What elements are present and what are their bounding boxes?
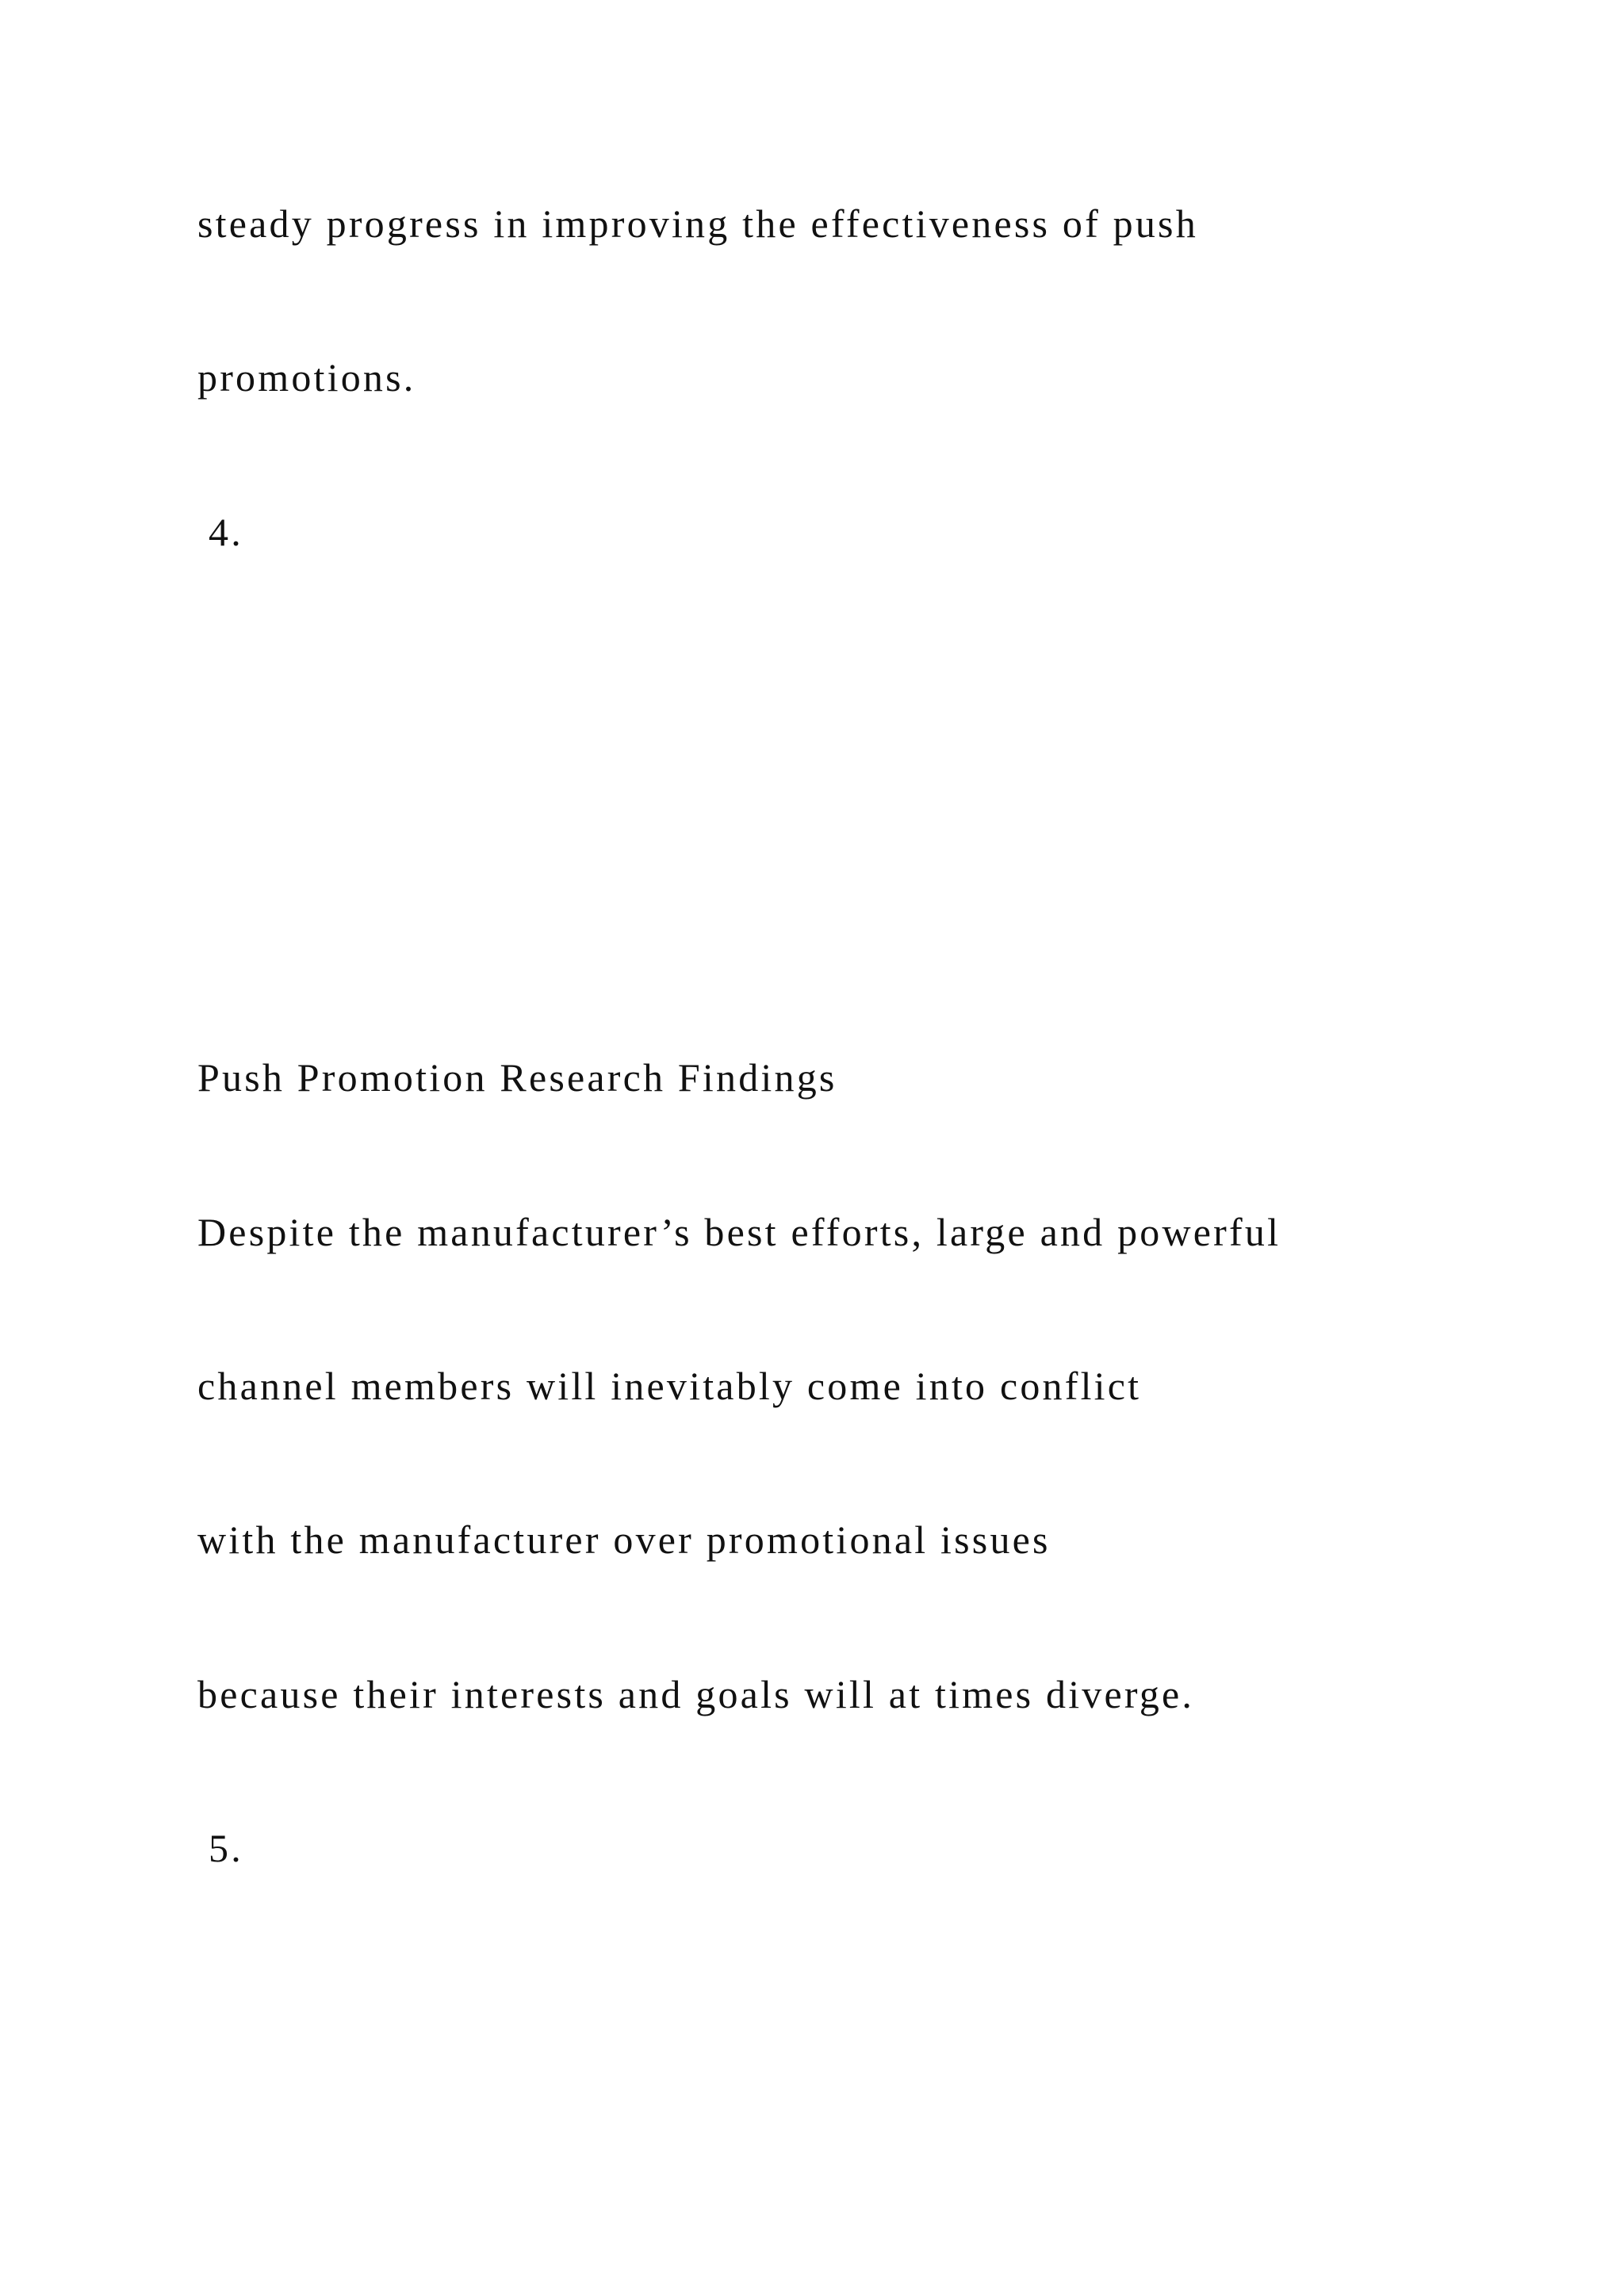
body-text-line: steady progress in improving the effectiveness of push [197, 201, 1198, 246]
section-heading: Push Promotion Research Findings [197, 1055, 837, 1100]
body-text-line: channel members will inevitably come into conflict [197, 1364, 1142, 1408]
slide-number: 4. [209, 510, 243, 554]
body-text-line: Despite the manufacturer’s best efforts, large and powerful [197, 1210, 1281, 1254]
body-text-line: with the manufacturer over promotional issues [197, 1517, 1051, 1562]
body-text-line: promotions. [197, 355, 416, 400]
body-text-line: because their interests and goals will at times diverge. [197, 1672, 1195, 1716]
slide-number: 5. [209, 1826, 243, 1870]
